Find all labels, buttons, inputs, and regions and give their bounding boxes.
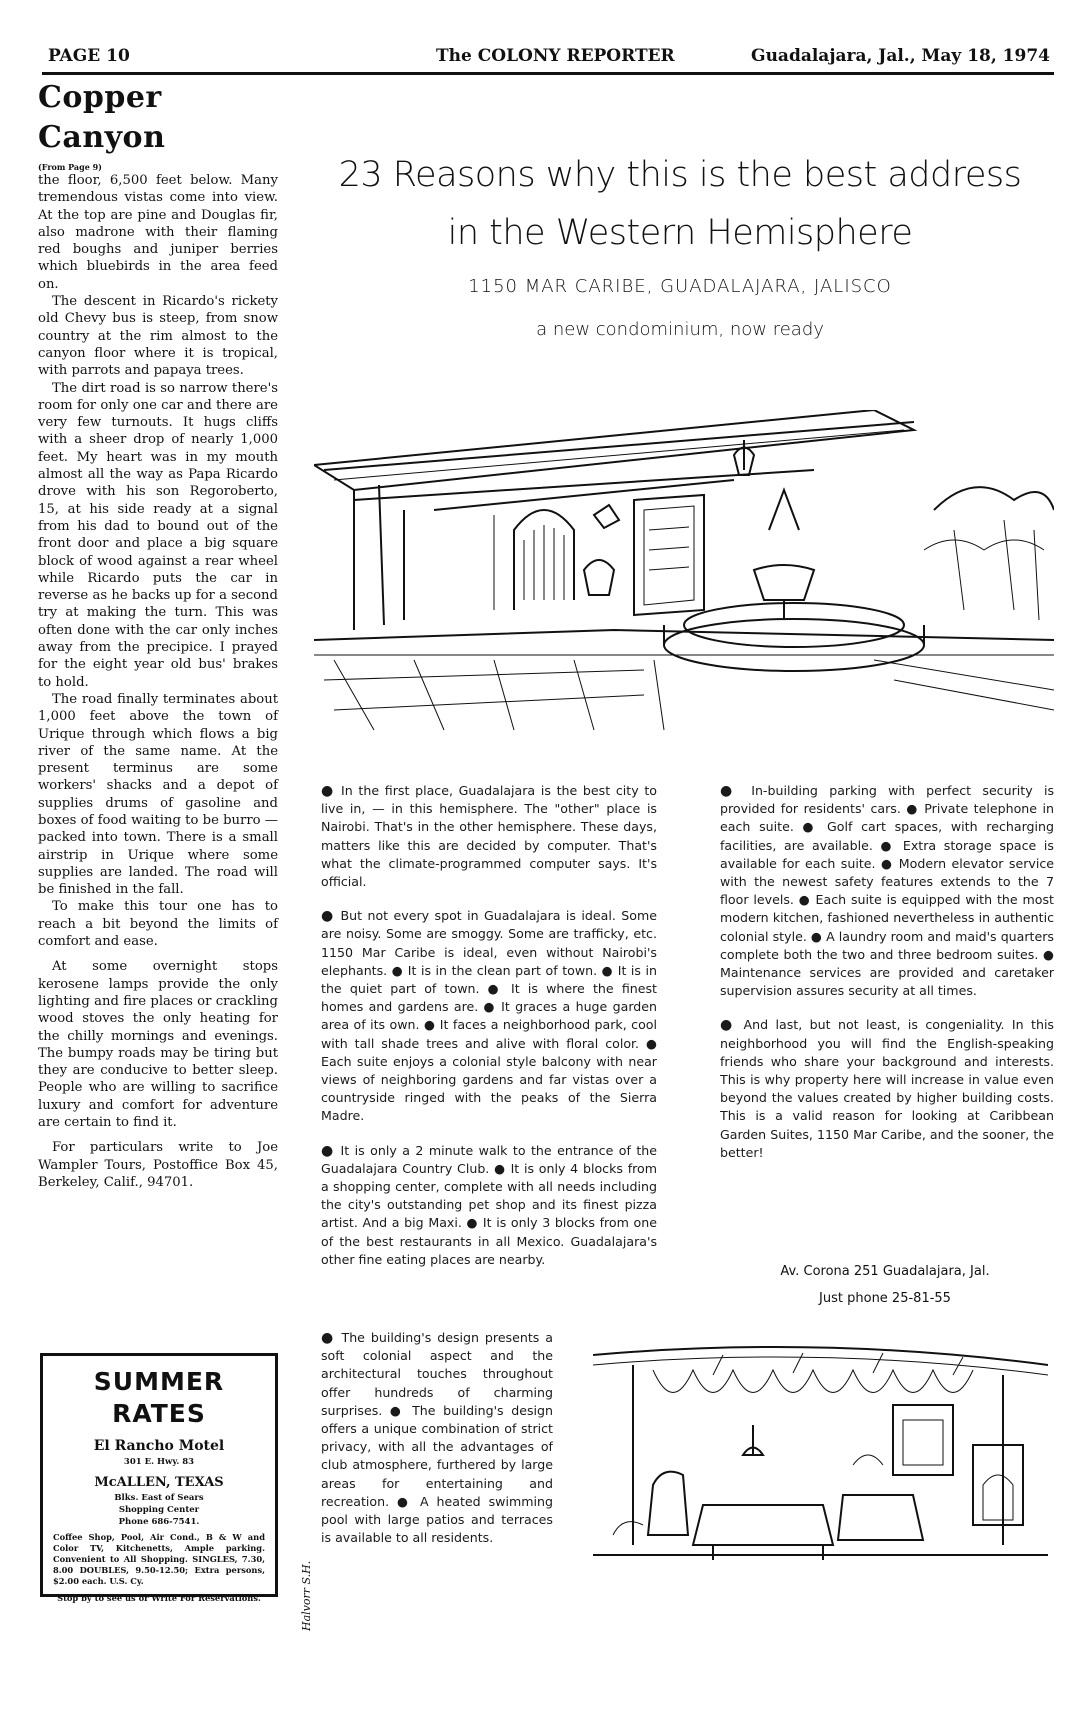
motel-closing: Stop by to see us or Write For Reservations. <box>57 1593 261 1603</box>
motel-location-1: Blks. East of Sears <box>114 1493 204 1503</box>
condo-subhead: a new condominium, now ready <box>536 319 824 340</box>
motel-city: McALLEN, TEXAS <box>94 1475 224 1490</box>
motel-name: El Rancho Motel <box>93 1438 225 1454</box>
interior-sketch <box>593 1345 1048 1565</box>
story-paragraph: The road finally terminates about 1,000 feet above the town of Urique through which flows a big river of the same name. At the present terminus are some workers' shacks and a depot of supplies drums of gasoline and boxes of food waiting to be burro — packed into town. There is a small airstrip in Urique where some supplies are landed. The road will be finished in the fall. <box>38 691 278 898</box>
condo-paragraph: ● In-building parking with perfect security is provided for residents' cars. ● Private telephone in each suite. ● Golf cart spaces, with recharging facilities, are available. ● Extra storage space is available for each suite. ● Modern elevator service with the newest safety features extends to the 7 floor levels. ● Each suite is equipped with the most modern kitchen, fashioned nevertheless in authentic colonial style. ● A laundry room and maid's quarters complete both the two and three bedroom suites. ● Maintenance services are provided and caretaker supervision assures security at all times. <box>720 783 1054 999</box>
summer-rates-ad <box>40 1353 278 1603</box>
bullet-icon: ● <box>321 783 342 799</box>
condo-column-1 <box>321 782 657 1285</box>
condo-column-3 <box>321 1329 553 1563</box>
contact-address: Av. Corona 251 Guadalajara, Jal. <box>780 1264 990 1279</box>
dateline: Guadalajara, Jal., May 18, 1974 <box>751 46 1050 66</box>
bullet-icon: ● <box>321 1142 341 1159</box>
artist-signature: Halvorr S.H. <box>300 1560 313 1631</box>
bullet-icon: ● <box>321 908 341 925</box>
bullet-icon: ● <box>321 1330 342 1346</box>
story-body <box>38 172 278 1191</box>
copper-canyon-story <box>38 78 278 1191</box>
story-paragraph: The dirt road is so narrow there's room for only one car and there are very few turnouts. It hugs cliffs with a sheer drop of nearly 1,000 feet. My heart was in my mouth almost all the way as Papa Ricardo drove with his son Regoroberto, 15, at his side ready at a signal from his dad to bound out of the front door and place a big square block of wood against a rear wheel while Ricardo puts the car in reverse as he backs up for a second try at making the turn. This was often done with the car only inches away from the precipice. I prayed for the eight year old bus' brakes to hold. <box>38 380 278 690</box>
bullet-icon: ● <box>720 783 752 799</box>
condo-ad-header <box>300 146 1060 340</box>
page-number: PAGE 10 <box>48 46 130 66</box>
summer-rates-heading: SUMMER RATES <box>93 1367 225 1428</box>
condo-address: 1150 MAR CARIBE, GUADALAJARA, JALISCO <box>468 276 892 297</box>
story-paragraph: The descent in Ricardo's rickety old Chevy bus is steep, from snow country at the rim almost to the canyon floor where it is tropical, with parrots and papaya trees. <box>38 294 278 379</box>
story-headline: Copper Canyon <box>38 80 166 155</box>
condo-paragraph: ● And last, but not least, is congeniality. In this neighborhood you will find the English-speaking friends who share your background and interests. This is why property here will increase in value even beyond the values created by higher building costs. This is a valid reason for looking at Caribbean Garden Suites, 1150 Mar Caribe, and the sooner, the better! <box>720 1017 1054 1160</box>
condo-paragraph: ● The building's design presents a soft colonial aspect and the architectural touches throughout offer hundreds of charming surprises. ● The building's design offers a unique combination of strict privacy, with all the advantages of club atmosphere, furthered by large areas for entertaining and recreation. ● A heated swimming pool with large patios and terraces is available to all residents. <box>321 1330 553 1546</box>
story-paragraph: To make this tour one has to reach a bit beyond the limits of comfort and ease. <box>38 899 278 950</box>
bullet-icon: ● <box>720 1017 744 1034</box>
motel-address: 301 E. Hwy. 83 <box>123 1457 195 1467</box>
condo-headline-2: in the Western Hemisphere <box>447 213 913 253</box>
motel-details: Coffee Shop, Pool, Air Cond., B & W and Color TV, Kitchenetts, Ample parking. Convenient to All Shopping. SINGLES, 7.30, 8.00 DOUBLES, 9.50-12.50; Extra persons, $2.00 each. U.S. Cy. <box>53 1532 265 1586</box>
contact-phone: Just phone 25-81-55 <box>819 1291 951 1306</box>
condo-paragraph: ● But not every spot in Guadalajara is ideal. Some are noisy. Some are smoggy. Some are trafficky, etc. 1150 Mar Caribe is ideal, even without Nairobi's elephants. ● It is in the clean part of town. ● It is in the quiet part of town. ● It is where the finest homes and gardens are. ● It graces a huge garden area of its own. ● It faces a neighborhood park, cool with tall shade trees and alive with floral color. ● Each suite enjoys a colonial style balcony with near views of neighboring gardens and far vistas over a countryside ringed with the peaks of the Sierra Madre. <box>321 908 658 1124</box>
newspaper-title: The COLONY REPORTER <box>436 46 675 66</box>
story-paragraph: For particulars write to Joe Wampler Tours, Postoffice Box 45, Berkeley, Calif., 94701. <box>38 1140 278 1190</box>
continuation-note: (From Page 9) <box>38 162 102 172</box>
motel-location-2: Shopping Center <box>118 1505 200 1515</box>
motel-phone: Phone 686-7541. <box>118 1517 200 1527</box>
condo-paragraph: ● In the first place, Guadalajara is the best city to live in, — in this hemisphere. The "other" place is Nairobi. That's in the other hemisphere. These days, matters like this are decided by computer. That's what the climate-programmed computer says. It's official. <box>321 783 658 890</box>
story-paragraph: At some overnight stops kerosene lamps provide the only lighting and fire places or crackling wood stoves the only heating for the chilly mornings and evenings. The bumpy roads may be tiring but they are conducive to better sleep. People who are willing to sacrifice luxury and comfort for adventure are certain to find it. <box>38 959 278 1131</box>
condo-column-2 <box>720 782 1054 1178</box>
story-paragraph: the floor, 6,500 feet below. Many tremendous vistas come into view. At the top are pine and Douglas fir, also madrone with their flaming red boughs and juniper berries which bluebirds in the area feed on. <box>38 173 278 292</box>
condo-paragraph: ● It is only a 2 minute walk to the entrance of the Guadalajara Country Club. ● It is only 4 blocks from a shopping center, complete with all needs including the city's outstanding pet shop and its finest pizza artist. And a big Maxi. ● It is only 3 blocks from one of the best restaurants in all Mexico. Guadalajara's other fine eating places are nearby. <box>321 1142 657 1267</box>
condo-headline-1: 23 Reasons why this is the best address <box>338 155 1022 195</box>
courtyard-sketch <box>314 410 1054 734</box>
masthead <box>42 36 1054 75</box>
